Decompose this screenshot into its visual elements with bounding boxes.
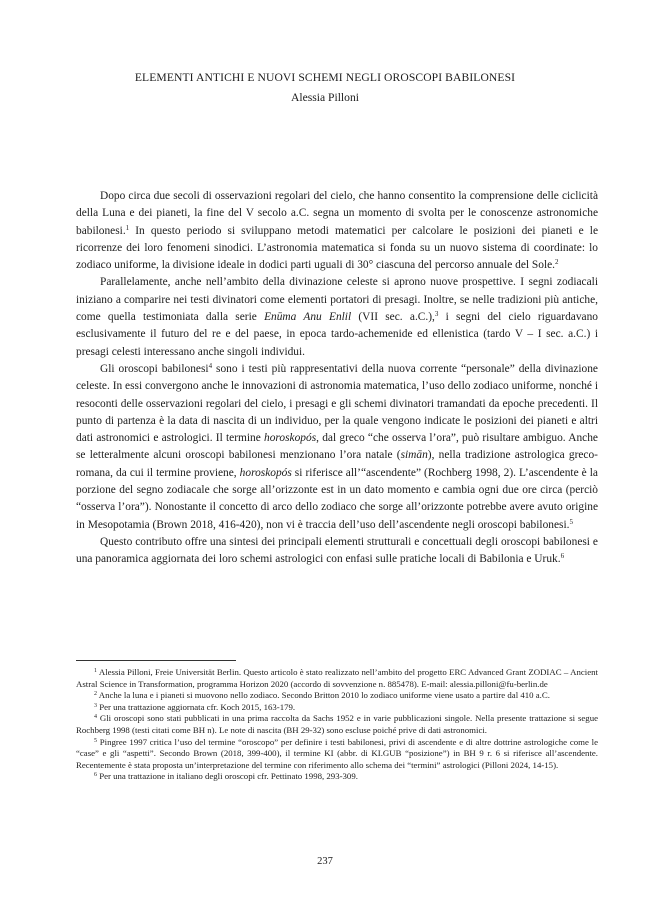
paragraph-4 [76, 534, 598, 569]
footnote-number: 3 [94, 702, 97, 709]
paragraph-1-text-a: Dopo circa due secoli di osservazioni regolari del cielo, che hanno consentito la comprensione delle ciclicità della Luna e dei pianeti, la fine del V secolo a.C. segna un momento di svolta per le conoscenze astronomiche babilonesi. [76, 190, 598, 237]
footnote-ref-5[interactable]: 5 [569, 517, 573, 526]
footnote-text: Pingree 1997 critica l’uso del termine “oroscopo” per definire i testi babilonesi, privi di ascendente e di altre dottrine astrologiche come le “case” e gli “aspetti”. Secondo Brown (2018, 399-400), il termine KI (abbr. di KI.GUB “posizione”) in BH 9 r. 6 si riferisce all’ascendente. Recentemente è stata proposta un’interpretazione del termine con riferimento allo schema dei “termini” astrologici (Pilloni 2024, 14-15). [76, 736, 598, 770]
author-name: Alessia Pilloni [291, 91, 359, 104]
paragraph-3-text-a: Gli oroscopi babilonesi [100, 362, 209, 375]
footnote-number: 4 [94, 714, 97, 721]
footnotes-section [76, 667, 598, 783]
paragraph-2-text-a: Parallelamente, anche nell’ambito della divinazione celeste si aprono nuove prospettive. I segni zodiacali iniziano a comparire nei testi divinatori come elementi portatori di presagi. Inoltre, se nelle tradizioni più antiche, come quella testimoniata dalla serie [76, 276, 598, 324]
footnote-ref-2[interactable]: 2 [555, 258, 559, 267]
footnote-text: Alessia Pilloni, Freie Universität Berlin. Questo articolo è stato realizzato nell’ambito del progetto ERC Advanced Grant ZODIAC – Ancient Astral Science in Transformation, programma Horizon 2020 (accordo di sovvenzione n. 885478). E-mail: alessia.pilloni@fu-berlin.de [76, 667, 598, 689]
footnote-number: 5 [94, 737, 97, 744]
term-siman: simān [400, 449, 428, 462]
footnote [76, 737, 598, 772]
paragraph-1-text-b: In questo periodo si sviluppano metodi matematici per calcolare le posizioni dei pianeti e le ricorrenze dei loro fenomeni sinodici. L’astronomia matematica si fonda su un nuovo sistema di coordinate: lo zodiaco uniforme, la divisione ideale in dodici parti uguali di 30° ciascuna del percorso annuale del Sole. [76, 224, 598, 272]
paragraph-3-text-e: si riferisce all’“ascendente” (Rochberg 1998, 2). L’ascendente è la porzione del segno zodiacale che sorge all’orizzonte est in un dato momento e cambia ogni due ore circa (perciò “osserva l’ora”). Nonostante il concetto di arco dello zodiaco che sorge all’orizzonte potrebbe avere avuto origine in Mesopotamia (Brown 2018, 416-420), non vi è traccia dell’uso dell’ascendente negli oroscopi babilonesi. [76, 466, 598, 531]
paragraph-2-text-b: (VII sec. a.C.), [351, 311, 435, 324]
term-horoskopos: horoskopós [239, 466, 292, 479]
footnote [76, 713, 598, 736]
footnote-ref-3[interactable]: 3 [434, 310, 439, 319]
body-text [76, 188, 598, 569]
paragraph-1 [76, 188, 598, 274]
paragraph-3-text-c: , dal greco “che osserva l’ora”, può risultare ambiguo. Anche se letteralmente alcuni oroscopi babilonesi menzionano l’ora natale ( [76, 432, 598, 462]
footnote-number: 1 [94, 668, 97, 674]
footnote-number: 2 [94, 691, 97, 698]
footnote [76, 771, 598, 783]
footnote-number: 6 [94, 772, 97, 779]
footnote [76, 690, 598, 702]
footnote-ref-6[interactable]: 6 [560, 552, 565, 561]
footnote-text: Gli oroscopi sono stati pubblicati in una prima raccolta da Sachs 1952 e in varie pubblicazioni singole. Nella presente trattazione si segue Rochberg 1998 (testi citati come BH n). Le note di nascita (BH 29-32) sono escluse poiché prive di dati astronomici. [76, 713, 598, 735]
paragraph-3-text-d: ), nella tradizione astrologica greco-romana, da cui il termine proviene, [76, 449, 598, 479]
footnote-ref-4[interactable]: 4 [208, 361, 213, 370]
footnote-text: Per una trattazione in italiano degli oroscopi cfr. Pettinato 1998, 293-309. [97, 771, 358, 782]
paragraph-4-text-a: Questo contributo offre una sintesi dei principali elementi strutturali e concettuali degli oroscopi babilonesi e una panoramica aggiornata dei loro schemi astrologici con enfasi sulle pratiche locali di Babilonia e Uruk. [76, 535, 598, 566]
paragraph-3 [76, 361, 598, 534]
footnote-text: Anche la luna e i pianeti si muovono nello zodiaco. Secondo Britton 2010 lo zodiaco uniforme viene usato a partire dal 410 a.C. [97, 690, 550, 701]
footnote-ref-1[interactable]: 1 [125, 223, 130, 232]
page-number: 237 [317, 856, 333, 867]
paragraph-2 [76, 274, 598, 360]
footnote [76, 667, 598, 690]
paper-title: ELEMENTI ANTICHI E NUOVI SCHEMI NEGLI OROSCOPI BABILONESI [134, 71, 516, 84]
footnote-divider [76, 660, 236, 661]
paragraph-2-text-c: i segni del cielo riguardavano esclusivamente il futuro del re e del paese, in epoca tardo-achemenide ed ellenistica (tardo V – I sec. a.C.) i presagi celesti interessano anche singoli individui. [76, 311, 598, 358]
paragraph-3-text-b: sono i testi più rappresentativi della nuova corrente “personale” della divinazione celeste. In essi convergono anche le innovazioni di astronomia matematica, l’uso dello zodiaco uniforme, nonché i resoconti delle osservazioni regolari del cielo, i presagi e gli schemi divinatori tramandati da epoche precedenti. Il punto di partenza è la data di nascita di un individuo, per la quale vengono indicate le posizioni dei pianeti e altri dati astronomici e astrologici. Il termine [76, 362, 598, 445]
footnote-text: Per una trattazione aggiornata cfr. Koch 2015, 163-179. [97, 701, 296, 712]
footnote [76, 702, 598, 714]
term-enuma-anu-enlil: Enūma Anu Enlil [264, 311, 352, 324]
term-horoskopos: horoskopós [264, 432, 317, 445]
